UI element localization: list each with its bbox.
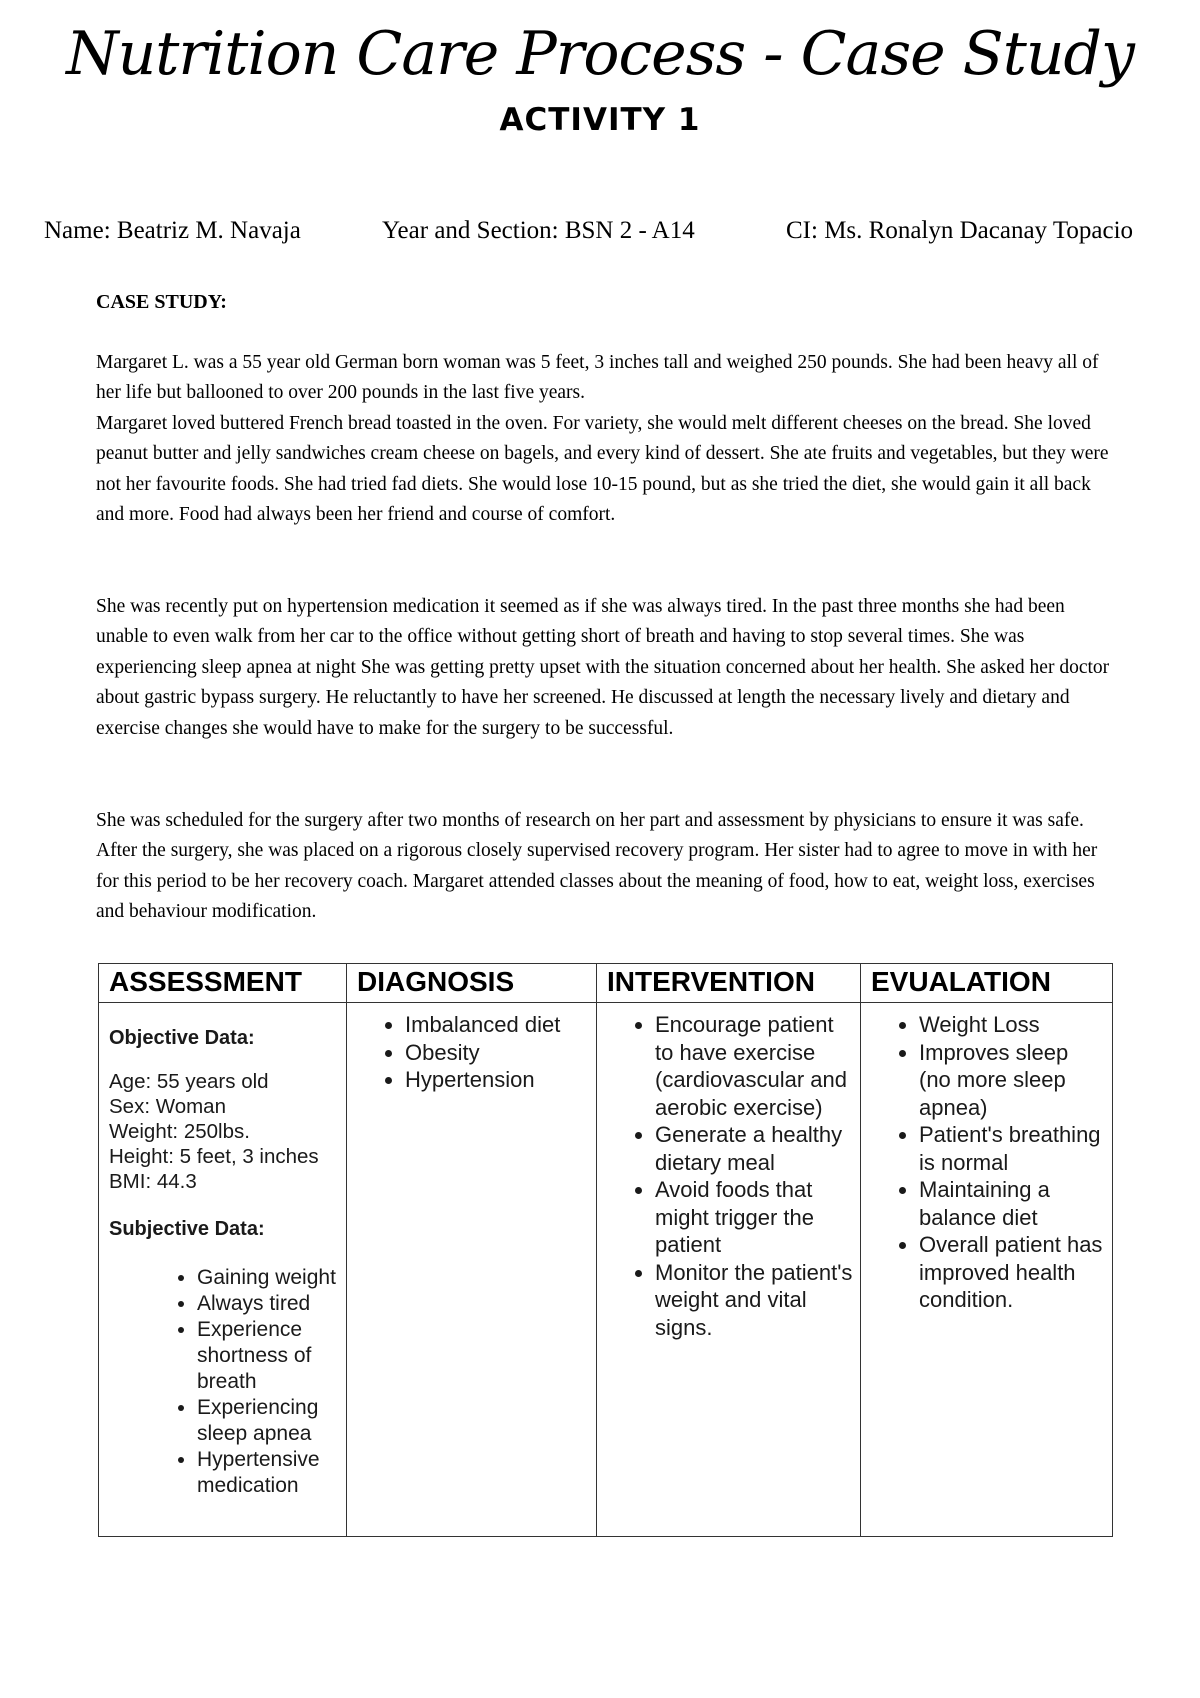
assessment-header: ASSESSMENT bbox=[99, 964, 347, 1003]
list-item: • Improves sleep (no more sleep apnea) bbox=[919, 1039, 1106, 1122]
objective-bmi: BMI: 44.3 bbox=[109, 1169, 197, 1193]
intervention-cell bbox=[597, 1003, 861, 1537]
list-item: • Experience shortness of breath bbox=[197, 1317, 340, 1395]
list-item: • Obesity bbox=[405, 1039, 590, 1067]
list-item: • Patient's breathing is normal bbox=[919, 1121, 1106, 1176]
list-item: • Experiencing sleep apnea bbox=[197, 1395, 340, 1447]
case-paragraph-2: She was recently put on hypertension medication it seemed as if she was always tired. In the past three months she had been unable to even walk from her car to the office without getting short of breath and having to stop several times. She was experiencing sleep apnea at night She was getting pretty upset with the situation concerned about her health. She asked her doctor about gastric bypass surgery. He reluctantly to have her screened. He discussed at length the necessary lively and dietary and exercise changes she would have to make for the surgery to be successful. bbox=[96, 596, 1110, 739]
objective-age: Age: 55 years old bbox=[109, 1069, 269, 1093]
list-item: • Imbalanced diet bbox=[405, 1011, 590, 1039]
subjective-data-label: Subjective Data: bbox=[109, 1217, 265, 1240]
list-item: • Avoid foods that might trigger the patient bbox=[655, 1176, 854, 1259]
diagnosis-list bbox=[357, 1011, 590, 1094]
list-item: • Generate a healthy dietary meal bbox=[655, 1121, 854, 1176]
list-item: • Hypertension bbox=[405, 1066, 590, 1094]
evaluation-cell bbox=[861, 1003, 1113, 1537]
list-item: • Monitor the patient's weight and vital signs. bbox=[655, 1259, 854, 1342]
list-item: • Always tired bbox=[197, 1291, 340, 1317]
objective-data-values bbox=[109, 1069, 340, 1194]
student-name: Name: Beatriz M. Navaja bbox=[44, 217, 301, 244]
case-paragraph-3: She was scheduled for the surgery after two months of research on her part and assessment by physicians to ensure it was safe. After the surgery, she was placed on a rigorous closely supervised recovery program. Her sister had to agree to move in with her for this period to be her recovery coach. Margaret attended classes about the meaning of food, how to eat, weight loss, exercises and behaviour modification. bbox=[96, 810, 1098, 923]
list-item: • Gaining weight bbox=[197, 1265, 340, 1291]
case-study-heading: CASE STUDY: bbox=[96, 291, 227, 313]
document-title: Nutrition Care Process - Case Study bbox=[66, 19, 1134, 89]
activity-subtitle: ACTIVITY 1 bbox=[499, 102, 701, 138]
nutrition-care-table bbox=[98, 963, 1113, 1537]
subjective-data-list bbox=[109, 1265, 340, 1499]
list-item: • Weight Loss bbox=[919, 1011, 1106, 1039]
objective-sex: Sex: Woman bbox=[109, 1094, 226, 1118]
evaluation-list bbox=[871, 1011, 1106, 1314]
list-item: • Overall patient has improved health condition. bbox=[919, 1231, 1106, 1314]
list-item: • Maintaining a balance diet bbox=[919, 1176, 1106, 1231]
objective-height: Height: 5 feet, 3 inches bbox=[109, 1144, 319, 1168]
list-item: • Encourage patient to have exercise (cardiovascular and aerobic exercise) bbox=[655, 1011, 854, 1121]
diagnosis-header: DIAGNOSIS bbox=[347, 964, 597, 1003]
intervention-header: INTERVENTION bbox=[597, 964, 861, 1003]
year-and-section: Year and Section: BSN 2 - A14 bbox=[382, 217, 695, 244]
clinical-instructor: CI: Ms. Ronalyn Dacanay Topacio bbox=[786, 217, 1134, 244]
evaluation-header: EVUALATION bbox=[861, 964, 1113, 1003]
objective-data-label: Objective Data: bbox=[109, 1027, 255, 1049]
table-body-row bbox=[99, 1003, 1113, 1537]
case-paragraph-1: Margaret L. was a 55 year old German born woman was 5 feet, 3 inches tall and weighed 250 pounds. She had been heavy all of her life but ballooned to over 200 pounds in the last five years. Margaret loved buttered French bread toasted in the oven. For variety, she would melt different cheeses on the bread. She loved peanut butter and jelly sandwiches cream cheese on bagels, and every kind of dessert. She ate fruits and vegetables, but they were not her favourite foods. She had tried fad diets. She would lose 10-15 pound, but as she tried the diet, she would gain it all back and more. Food had always been her friend and course of comfort. bbox=[96, 352, 1109, 526]
assessment-cell bbox=[99, 1003, 347, 1537]
table-header-row bbox=[99, 964, 1113, 1003]
objective-weight: Weight: 250lbs. bbox=[109, 1119, 250, 1143]
diagnosis-cell bbox=[347, 1003, 597, 1537]
list-item: • Hypertensive medication bbox=[197, 1447, 340, 1499]
intervention-list bbox=[607, 1011, 854, 1341]
